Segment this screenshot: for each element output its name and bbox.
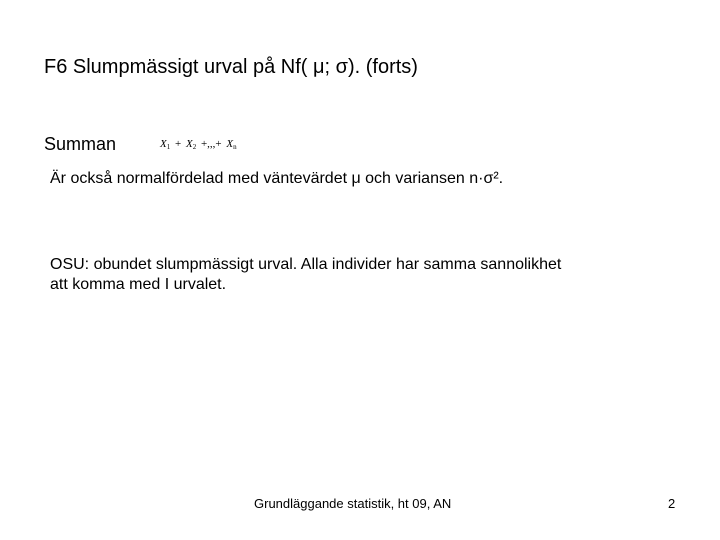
slide-title: F6 Slumpmässigt urval på Nf( μ; σ). (forts) [44, 56, 418, 78]
normal-distribution-statement: Är också normalfördelad med väntevärdet μ och variansen n·σ². [50, 170, 504, 187]
formula-x2: X [185, 137, 193, 150]
formula-sub-2: 2 [192, 142, 197, 151]
formula-sub-1: 1 [166, 142, 171, 151]
slide-footer: Grundläggande statistik, ht 09, AN [254, 496, 452, 511]
summan-row [44, 132, 237, 156]
summan-label: Summan [44, 134, 117, 154]
osu-definition: OSU: obundet slumpmässigt urval. Alla individer har samma sannolikhet att komma med I urvalet. [50, 256, 562, 293]
page-number: 2 [668, 496, 676, 511]
formula-sub-n: n [233, 142, 237, 151]
formula-xn: X [226, 137, 234, 150]
formula-plus: + [175, 137, 182, 150]
formula-x1: X [160, 137, 167, 150]
sum-formula [160, 137, 237, 154]
formula-ellipsis: +,,,+ [200, 137, 222, 150]
